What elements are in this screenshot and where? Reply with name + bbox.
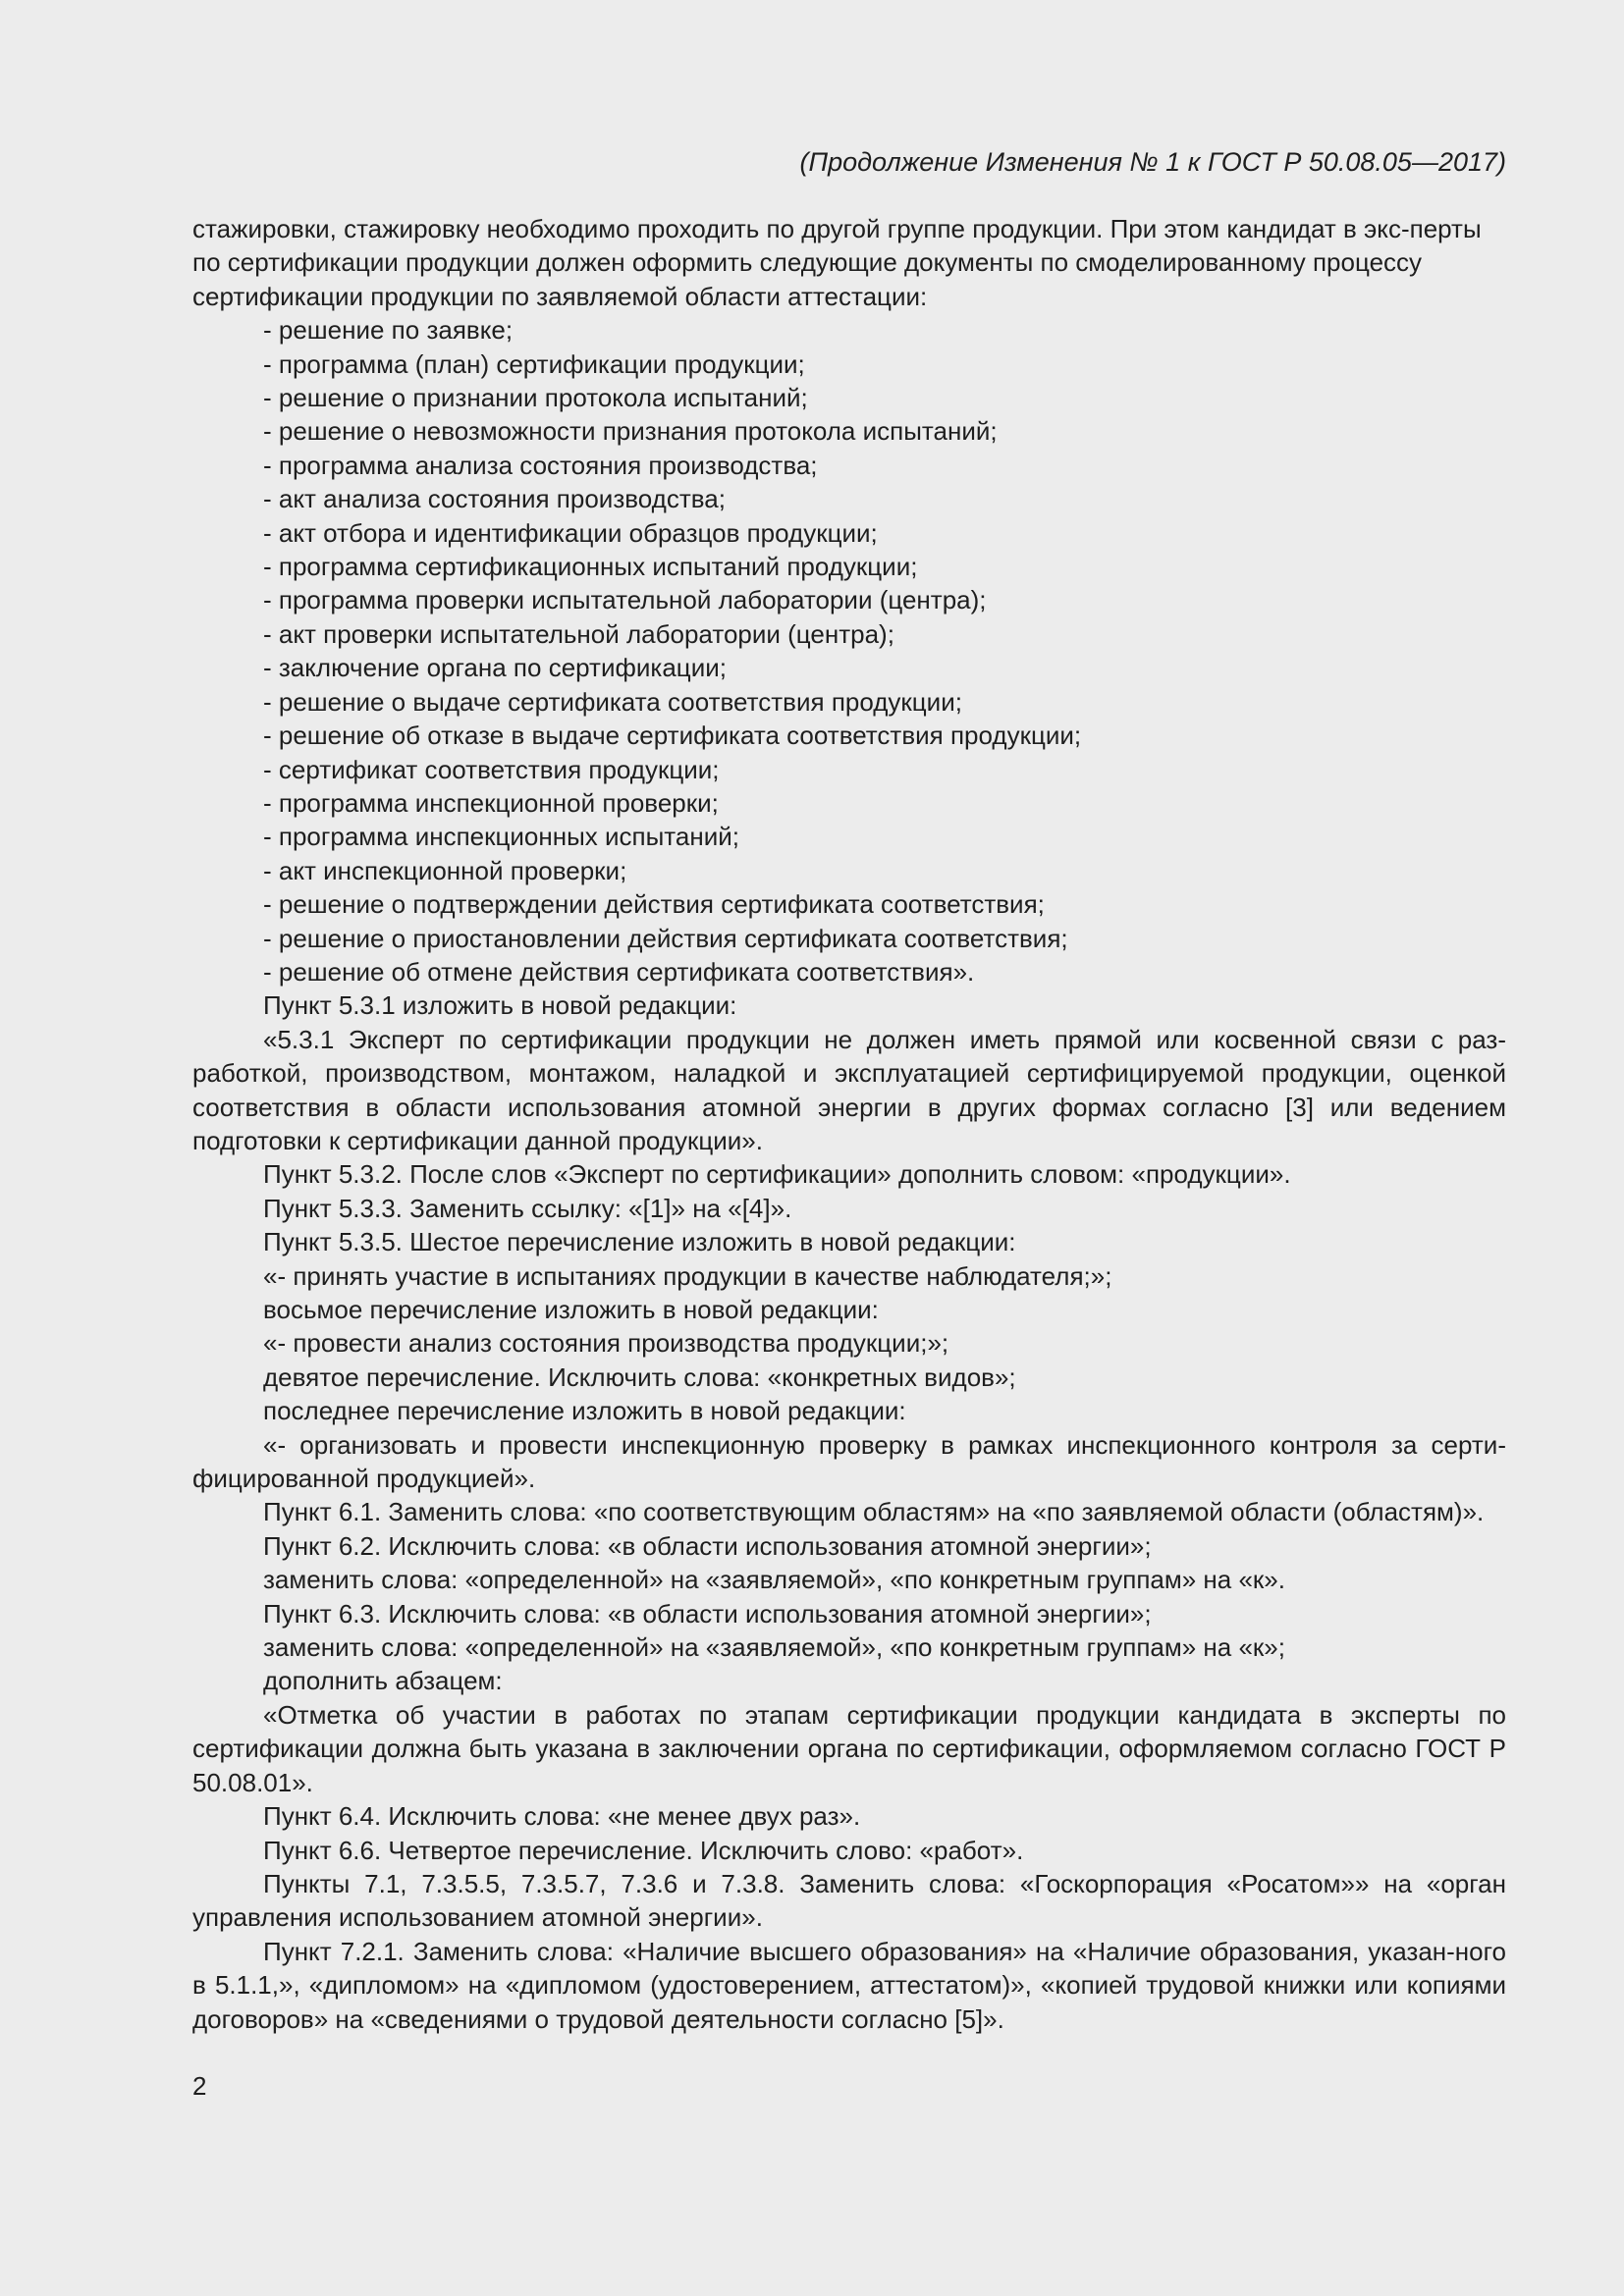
paragraph: Пункт 5.3.3. Заменить ссылку: «[1]» на «[4]».: [263, 1193, 792, 1223]
list-item: - решение о приостановлении действия сертификата соответствия;: [263, 923, 1068, 953]
paragraph: «5.3.1 Эксперт по сертификации продукции не должен иметь прямой или косвенной связи с раз-работкой, производством, монтажом, наладкой и эксплуатацией сертифицируемой продукции, оценкой соответствия в области использования атомной энергии в других формах согласно [3] или ведением подготовки к сертификации данной продукции».: [192, 1024, 1506, 1155]
page-header: (Продолжение Изменения № 1 к ГОСТ Р 50.08.05—2017): [799, 147, 1506, 177]
paragraph: Пункт 6.2. Исключить слова: «в области использования атомной энергии»;: [263, 1530, 1152, 1561]
paragraph: Пункт 6.4. Исключить слова: «не менее двух раз».: [263, 1801, 861, 1832]
list-item: - программа инспекционных испытаний;: [263, 822, 740, 852]
list-item: - акт анализа состояния производства;: [263, 484, 726, 514]
list-item: - решение о невозможности признания протокола испытаний;: [263, 416, 998, 447]
paragraph: заменить слова: «определенной» на «заявляемой», «по конкретным группам» на «к»;: [263, 1632, 1285, 1663]
page-body: [192, 212, 1506, 2036]
page-number: 2: [192, 2071, 207, 2101]
paragraph: Пункт 5.3.1 изложить в новой редакции:: [263, 990, 737, 1021]
paragraph: Пункт 7.2.1. Заменить слова: «Наличие высшего образования» на «Наличие образования, указан-ного в 5.1.1,», «дипломом» на «дипломом (удостоверением, аттестатом)», «копией трудовой книжки или копиями договоров» на «сведениями о трудовой деятельности согласно [5]».: [192, 1936, 1506, 2034]
paragraph: Пункт 6.1. Заменить слова: «по соответствующим областям» на «по заявляемой области (областям)».: [263, 1497, 1485, 1527]
list-item: - сертификат соответствия продукции;: [263, 754, 720, 784]
list-item: - программа (план) сертификации продукции;: [263, 348, 805, 379]
list-item: - акт инспекционной проверки;: [263, 855, 627, 885]
paragraph: дополнить абзацем:: [263, 1666, 503, 1696]
paragraph: девятое перечисление. Исключить слова: «конкретных видов»;: [263, 1362, 1016, 1392]
list-item: - решение по заявке;: [263, 315, 514, 346]
paragraph: последнее перечисление изложить в новой редакции:: [263, 1396, 906, 1426]
paragraph: Пункт 5.3.2. После слов «Эксперт по сертификации» дополнить словом: «продукции».: [263, 1159, 1291, 1190]
list-item: - решение о подтверждении действия сертификата соответствия;: [263, 889, 1045, 920]
paragraph: Пункт 5.3.5. Шестое перечисление изложить в новой редакции:: [263, 1227, 1016, 1257]
list-item: - программа инспекционной проверки;: [263, 787, 719, 818]
list-item: - акт отбора и идентификации образцов продукции;: [263, 517, 878, 548]
paragraph: Пункт 6.3. Исключить слова: «в области использования атомной энергии»;: [263, 1598, 1152, 1629]
paragraph: «- провести анализ состояния производства продукции;»;: [263, 1328, 949, 1359]
list-item: - программа проверки испытательной лаборатории (центра);: [263, 585, 987, 615]
list-item: - решение о признании протокола испытаний;: [263, 383, 808, 413]
paragraph: «- принять участие в испытаниях продукции в качестве наблюдателя;»;: [263, 1260, 1112, 1291]
paragraph: заменить слова: «определенной» на «заявляемой», «по конкретным группам» на «к».: [263, 1565, 1285, 1595]
list-item: - программа анализа состояния производства;: [263, 450, 818, 480]
list-item: - решение об отказе в выдаче сертификата соответствия продукции;: [263, 721, 1082, 751]
paragraph: восьмое перечисление изложить в новой редакции:: [263, 1295, 879, 1324]
list-item: - решение о выдаче сертификата соответствия продукции;: [263, 686, 962, 717]
paragraph: «- организовать и провести инспекционную проверку в рамках инспекционного контроля за серти-фицированной продукцией».: [192, 1429, 1506, 1494]
list-item: - акт проверки испытательной лаборатории (центра);: [263, 618, 894, 649]
list-item: - заключение органа по сертификации;: [263, 653, 727, 683]
list-item: - программа сертификационных испытаний продукции;: [263, 552, 918, 582]
paragraph: Пункт 6.6. Четвертое перечисление. Исключить слово: «работ».: [263, 1835, 1024, 1865]
paragraph: «Отметка об участии в работах по этапам сертификации продукции кандидата в эксперты по сертификации должна быть указана в заключении органа по сертификации, оформляемом согласно ГОСТ Р 50.08.01».: [192, 1699, 1506, 1797]
paragraph: Пункты 7.1, 7.3.5.5, 7.3.5.7, 7.3.6 и 7.3.8. Заменить слова: «Госкорпорация «Росатом»» на «орган управления использованием атомной энергии».: [192, 1868, 1506, 1933]
paragraph-continuation: стажировки, стажировку необходимо проходить по другой группе продукции. При этом кандидат в экс-перты по сертификации продукции должен оформить следующие документы по смоделированному процессу сертификации продукции по заявляемой области аттестации:: [192, 214, 1482, 311]
list-item: - решение об отмене действия сертификата соответствия».: [263, 956, 975, 987]
